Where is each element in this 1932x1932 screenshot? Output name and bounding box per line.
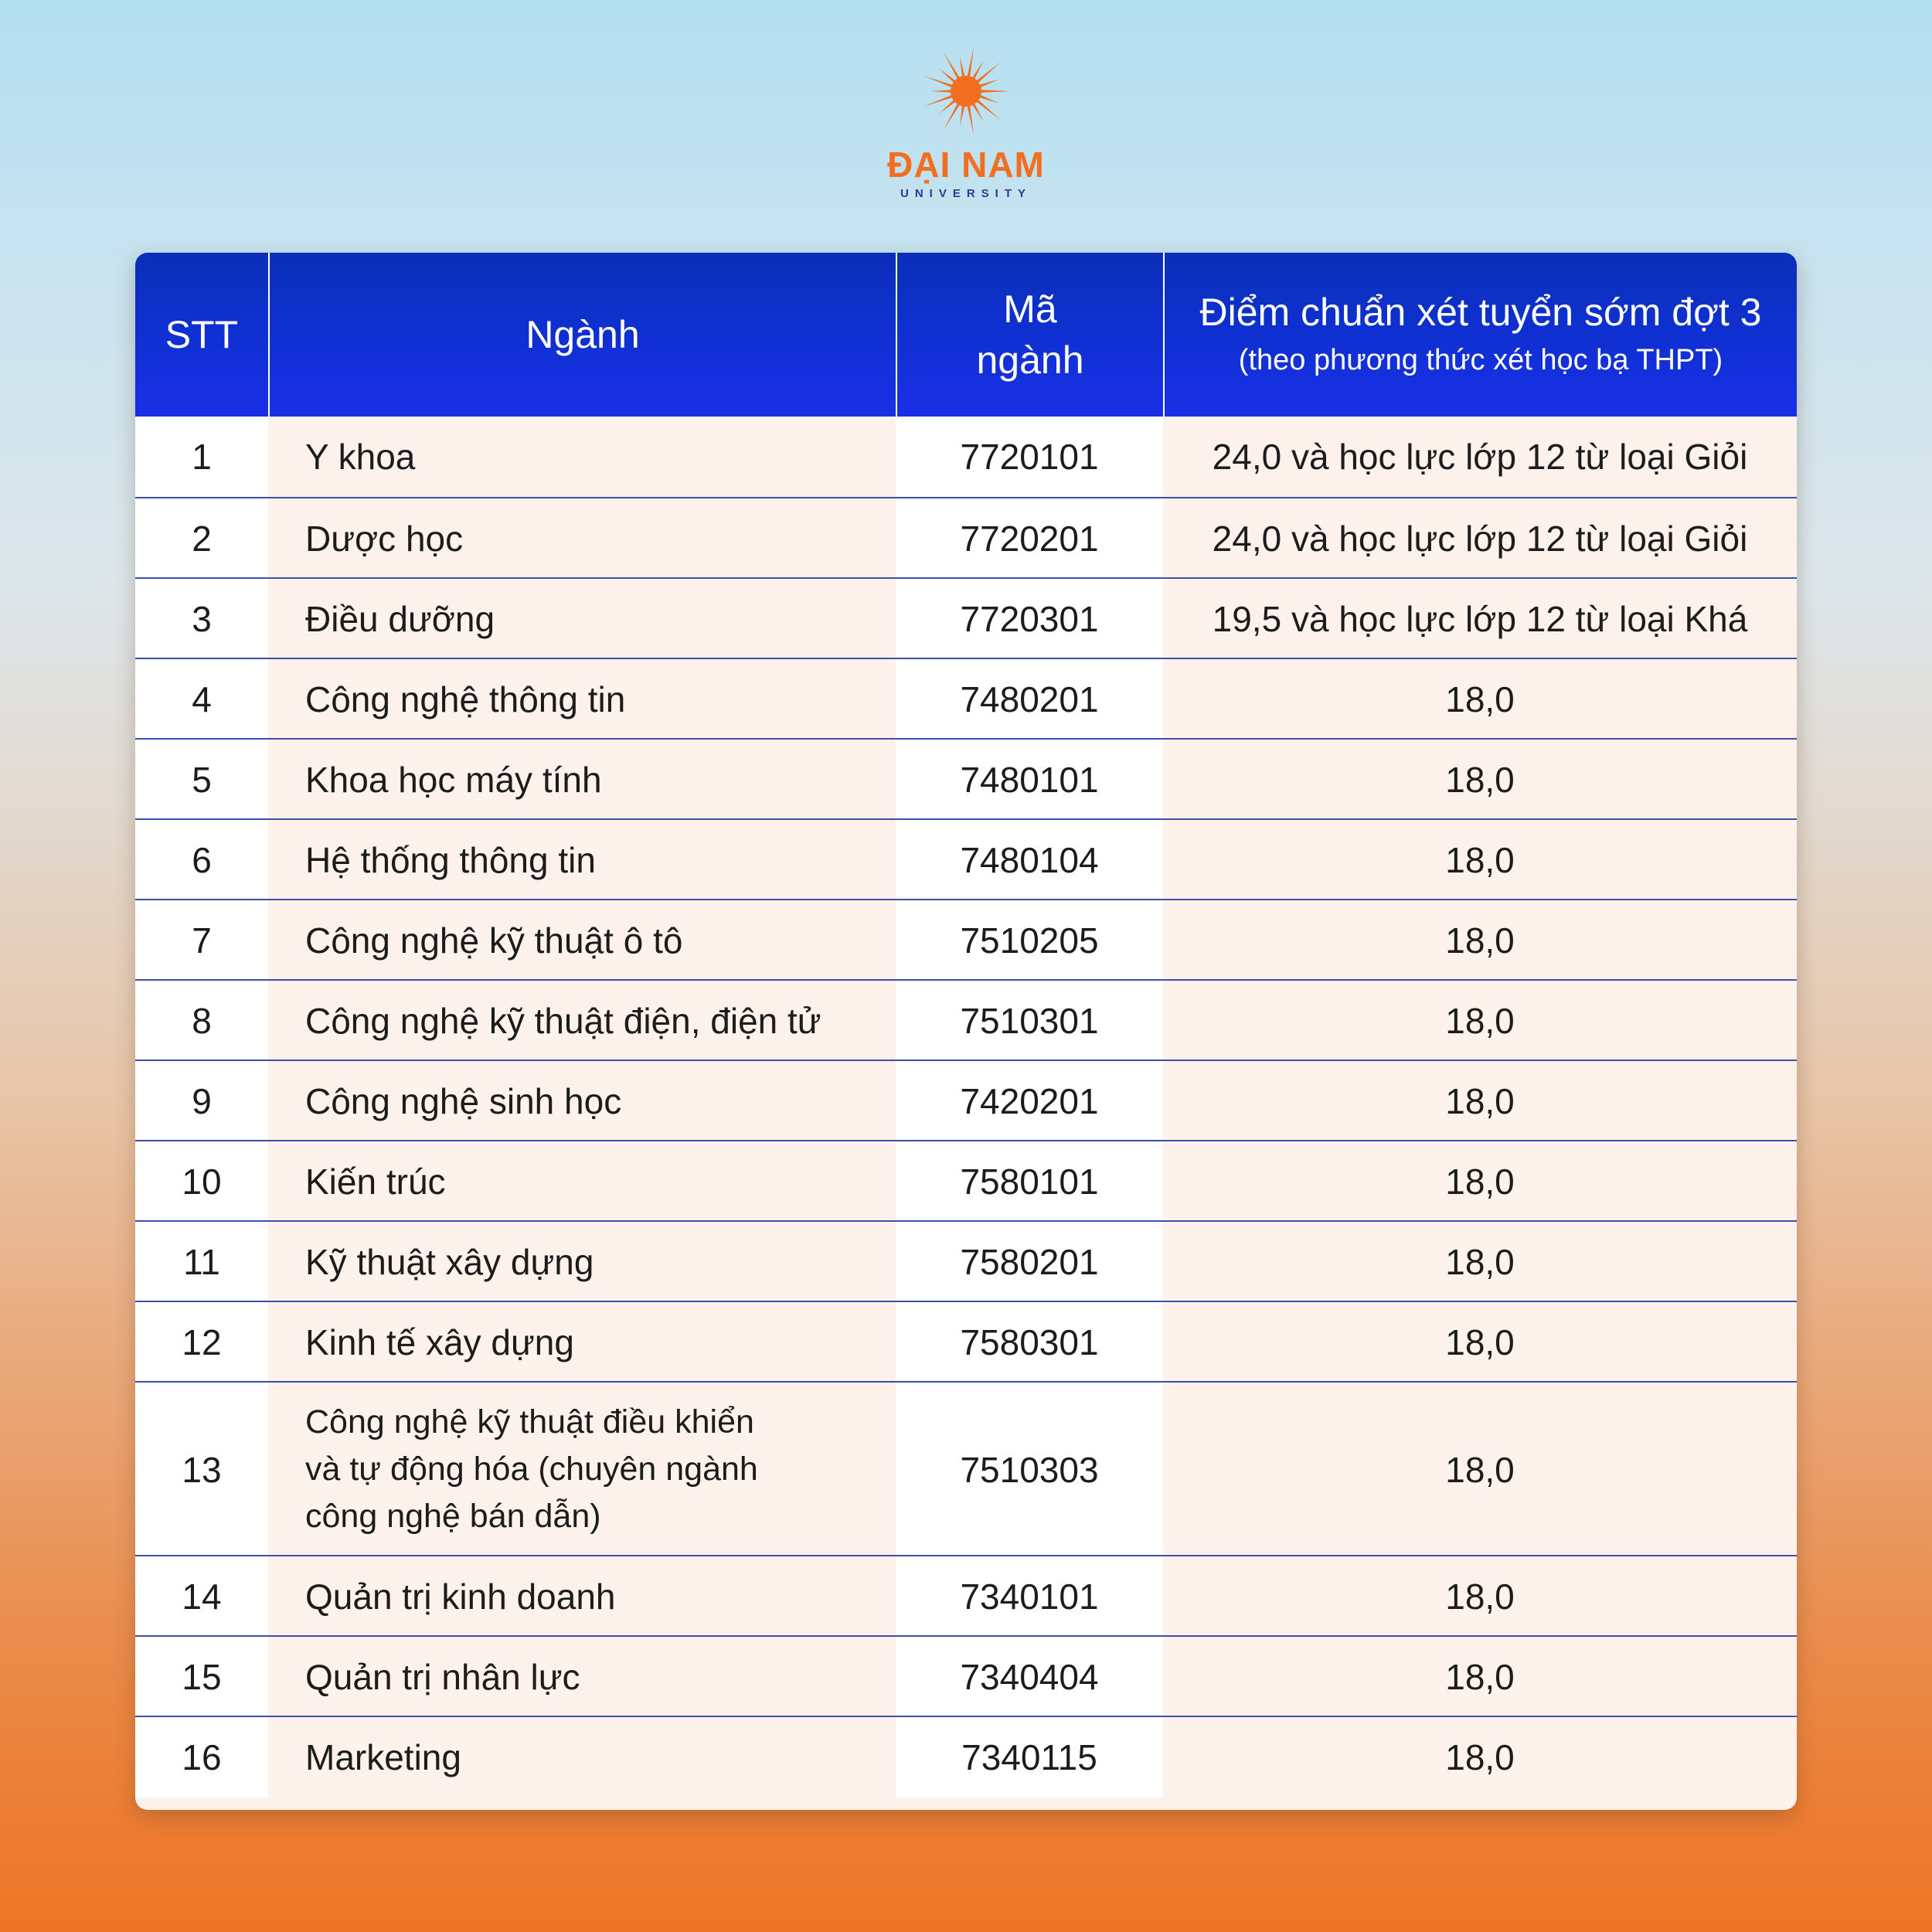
header-ma-line2: ngành <box>976 338 1084 382</box>
header-stt-label: STT <box>165 313 239 356</box>
header-divider <box>268 253 270 417</box>
cell-diem-chuan: 18,0 <box>1163 1302 1797 1383</box>
cell-diem-chuan: 18,0 <box>1163 1222 1797 1302</box>
cell-diem-chuan: 24,0 và học lực lớp 12 từ loại Giỏi <box>1163 498 1797 579</box>
table-row <box>135 1220 1797 1302</box>
cell-nganh: Marketing <box>268 1717 896 1798</box>
logo-sub-text: UNIVERSITY <box>900 187 1032 200</box>
table-row <box>135 1635 1797 1717</box>
cell-nganh: Y khoa <box>268 417 896 497</box>
cell-ma-nganh: 7720201 <box>896 498 1163 579</box>
cell-nganh: Kinh tế xây dựng <box>268 1302 896 1383</box>
header-divider <box>1163 253 1165 417</box>
cell-stt: 12 <box>135 1302 268 1383</box>
cell-stt: 14 <box>135 1556 268 1637</box>
header-ma-line1: Mã <box>1003 287 1057 331</box>
cell-stt: 7 <box>135 900 268 981</box>
cell-nganh: Khoa học máy tính <box>268 740 896 820</box>
cell-diem-chuan: 24,0 và học lực lớp 12 từ loại Giỏi <box>1163 417 1797 497</box>
table-row <box>135 738 1797 820</box>
cell-diem-chuan: 18,0 <box>1163 1556 1797 1637</box>
cell-ma-nganh: 7720301 <box>896 579 1163 659</box>
cell-ma-nganh: 7720101 <box>896 417 1163 497</box>
table-row <box>135 899 1797 981</box>
table-row <box>135 1140 1797 1222</box>
cell-nganh-line: Công nghệ kỹ thuật điều khiển <box>305 1403 754 1440</box>
cell-diem-chuan: 18,0 <box>1163 1637 1797 1717</box>
cell-stt: 8 <box>135 981 268 1061</box>
cell-stt: 13 <box>135 1383 268 1556</box>
cell-nganh-lines <box>305 1399 758 1540</box>
cell-ma-nganh: 7340101 <box>896 1556 1163 1637</box>
cell-stt: 1 <box>135 417 268 497</box>
table-row <box>135 1381 1797 1556</box>
cell-nganh: Công nghệ thông tin <box>268 659 896 740</box>
cell-nganh: Quản trị nhân lực <box>268 1637 896 1717</box>
cell-stt: 4 <box>135 659 268 740</box>
cell-stt: 2 <box>135 498 268 579</box>
cell-diem-chuan: 18,0 <box>1163 900 1797 981</box>
cell-diem-chuan: 19,5 và học lực lớp 12 từ loại Khá <box>1163 579 1797 659</box>
cell-diem-chuan: 18,0 <box>1163 740 1797 820</box>
table-row <box>135 658 1797 740</box>
cell-ma-nganh: 7580101 <box>896 1141 1163 1222</box>
cell-diem-chuan: 18,0 <box>1163 1141 1797 1222</box>
cell-stt: 11 <box>135 1222 268 1302</box>
cell-nganh: Công nghệ sinh học <box>268 1061 896 1141</box>
cell-ma-nganh: 7480101 <box>896 740 1163 820</box>
cell-nganh <box>268 1383 896 1556</box>
cell-stt: 6 <box>135 820 268 900</box>
table-row <box>135 1060 1797 1141</box>
admission-score-table <box>135 253 1797 1810</box>
cell-nganh: Dược học <box>268 498 896 579</box>
cell-stt: 16 <box>135 1717 268 1798</box>
table-row <box>135 1301 1797 1383</box>
cell-ma-nganh: 7580201 <box>896 1222 1163 1302</box>
cell-ma-nganh: 7580301 <box>896 1302 1163 1383</box>
cell-nganh: Hệ thống thông tin <box>268 820 896 900</box>
header-diem-line1: Điểm chuẩn xét tuyển sớm đợt 3 <box>1199 291 1762 334</box>
cell-ma-nganh: 7510303 <box>896 1383 1163 1556</box>
header-ma-nganh <box>897 253 1163 417</box>
cell-diem-chuan: 18,0 <box>1163 1717 1797 1798</box>
cell-stt: 10 <box>135 1141 268 1222</box>
table-row <box>135 577 1797 659</box>
cell-stt: 5 <box>135 740 268 820</box>
table-row <box>135 417 1797 497</box>
table-row <box>135 979 1797 1061</box>
university-logo <box>883 45 1049 207</box>
cell-ma-nganh: 7420201 <box>896 1061 1163 1141</box>
header-divider <box>896 253 897 417</box>
cell-diem-chuan: 18,0 <box>1163 1061 1797 1141</box>
cell-nganh: Kiến trúc <box>268 1141 896 1222</box>
cell-stt: 9 <box>135 1061 268 1141</box>
header-diem-line2: (theo phương thức xét học bạ THPT) <box>1238 344 1723 376</box>
header-diem-chuan <box>1165 253 1797 417</box>
table-row <box>135 818 1797 900</box>
cell-diem-chuan: 18,0 <box>1163 820 1797 900</box>
cell-ma-nganh: 7340404 <box>896 1637 1163 1717</box>
cell-nganh: Điều dưỡng <box>268 579 896 659</box>
cell-diem-chuan: 18,0 <box>1163 659 1797 740</box>
cell-ma-nganh: 7510301 <box>896 981 1163 1061</box>
header-stt <box>135 253 268 417</box>
logo-brand-text: ĐẠI NAM <box>887 145 1045 185</box>
table-row <box>135 497 1797 579</box>
cell-nganh-line: và tự động hóa (chuyên ngành <box>305 1451 758 1488</box>
cell-stt: 15 <box>135 1637 268 1717</box>
table-header <box>135 253 1797 417</box>
table-row <box>135 1555 1797 1637</box>
cell-stt: 3 <box>135 579 268 659</box>
cell-ma-nganh: 7480201 <box>896 659 1163 740</box>
cell-ma-nganh: 7340115 <box>896 1717 1163 1798</box>
cell-diem-chuan: 18,0 <box>1163 1383 1797 1556</box>
cell-nganh-line: công nghệ bán dẫn) <box>305 1498 601 1535</box>
cell-nganh: Quản trị kinh doanh <box>268 1556 896 1637</box>
cell-nganh: Công nghệ kỹ thuật điện, điện tử <box>268 981 896 1061</box>
cell-ma-nganh: 7510205 <box>896 900 1163 981</box>
table-row <box>135 1716 1797 1798</box>
sun-logo-icon <box>920 45 1012 138</box>
header-nganh <box>270 253 896 417</box>
header-nganh-label: Ngành <box>526 313 640 356</box>
cell-ma-nganh: 7480104 <box>896 820 1163 900</box>
cell-nganh: Kỹ thuật xây dựng <box>268 1222 896 1302</box>
cell-nganh: Công nghệ kỹ thuật ô tô <box>268 900 896 981</box>
cell-diem-chuan: 18,0 <box>1163 981 1797 1061</box>
